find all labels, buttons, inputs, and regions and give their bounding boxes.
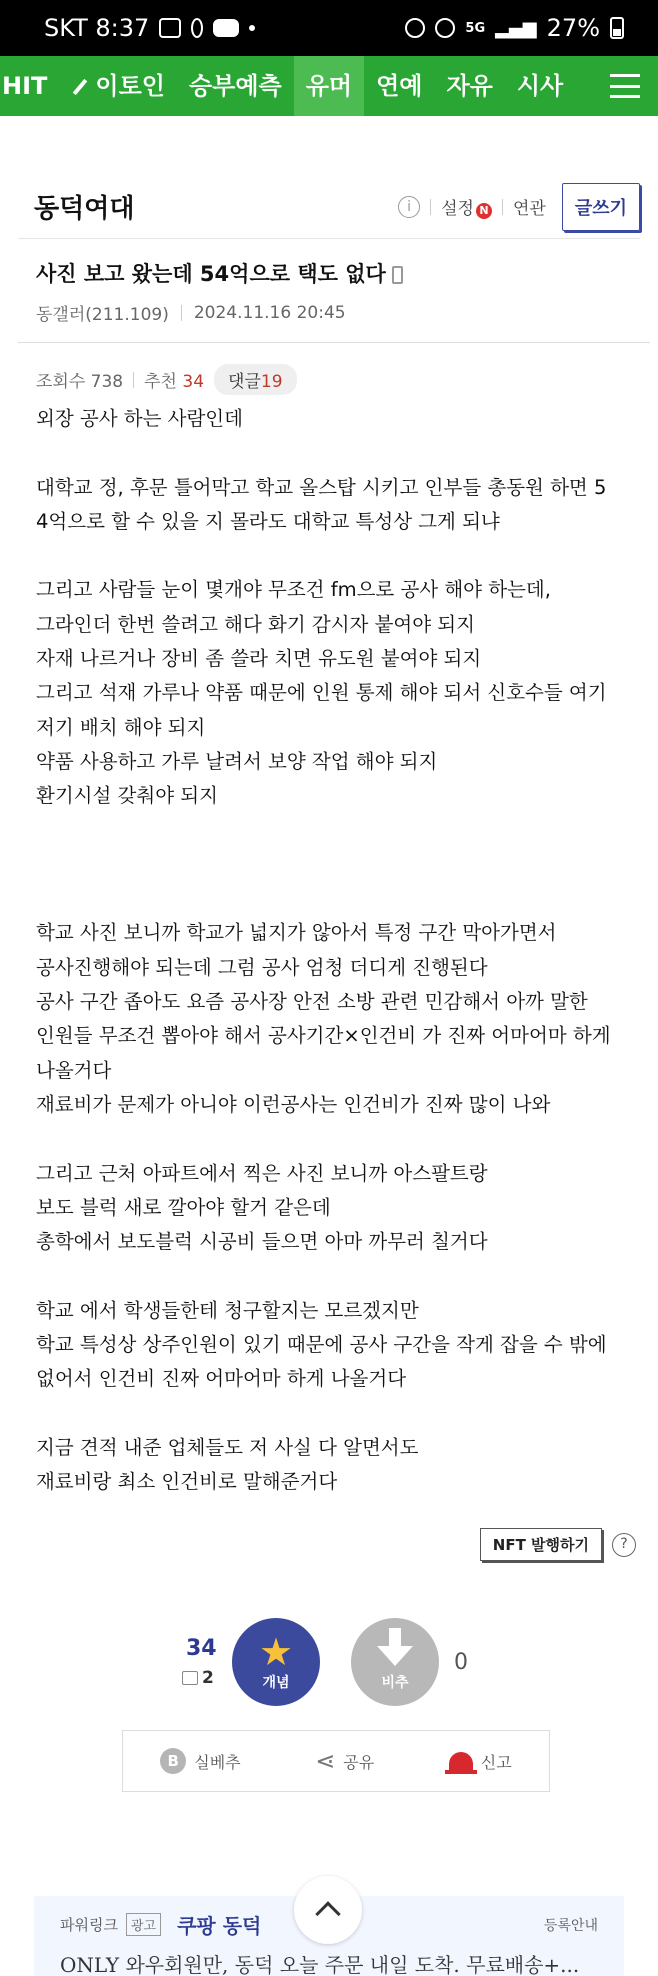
- share-icon: ⋖: [315, 1747, 336, 1775]
- new-badge: N: [476, 203, 492, 219]
- share-button[interactable]: [315, 1747, 374, 1775]
- gallery-header: [18, 175, 640, 239]
- nav-item-humor[interactable]: 유머: [294, 56, 364, 116]
- fixed-upvote-count: [182, 1668, 214, 1688]
- body-line: [36, 1259, 636, 1293]
- arrow-down-icon: [377, 1646, 413, 1666]
- body-line: 대학교 정, 후문 틀어막고 학교 올스탑 시키고 인부들 총동원 하면 5: [36, 475, 607, 499]
- ad-description[interactable]: ONLY 와우회원만, 동덕 오늘 주문 내일 도착. 무료배송+...: [60, 1953, 580, 1976]
- nft-row: [480, 1528, 636, 1561]
- nav-item-entertainment[interactable]: 연예: [376, 72, 423, 100]
- best-icon: B: [160, 1748, 186, 1774]
- body-line: [36, 436, 636, 470]
- menu-icon[interactable]: [610, 74, 640, 98]
- recommend-label: 추천: [144, 372, 177, 392]
- body-line: 재료비가 문제가 아니야 이런공사는 인건비가 진짜 많이 나와: [36, 1092, 551, 1116]
- status-left: [44, 14, 255, 42]
- body-line: 없어서 인건비 진짜 어마어마 하게 나올거다: [36, 1367, 407, 1391]
- report-label: 신고: [480, 1752, 512, 1772]
- battery-icon: [610, 17, 624, 39]
- status-right: [405, 14, 624, 42]
- body-line: 약품 사용하고 가루 날려서 보양 작업 해야 되지: [36, 749, 438, 773]
- body-line: 외장 공사 하는 사람인데: [36, 407, 243, 430]
- settings-label: 설정: [441, 199, 474, 219]
- upvote-button[interactable]: [232, 1618, 320, 1706]
- body-line: 인원들 무조건 뽑아야 해서 공사기간×인건비 가 진짜 어마어마 하게: [36, 1024, 611, 1048]
- body-line: 학교 에서 학생들한테 청구할지는 모르겠지만: [36, 1298, 419, 1322]
- post-stats: [36, 364, 297, 395]
- nav-item-etoin-label: 이토인: [95, 72, 165, 100]
- chevron-up-icon: [315, 1901, 340, 1926]
- divider: [133, 372, 134, 388]
- gallery-tools: [398, 183, 640, 231]
- comment-label: 댓글: [228, 372, 261, 392]
- body-line: 그라인더 한번 쓸려고 해다 화기 감시자 붙여야 되지: [36, 612, 475, 636]
- body-line: 나올거다: [36, 1058, 112, 1082]
- star-icon: ★: [258, 1630, 294, 1674]
- body-line: 저기 배치 해야 되지: [36, 715, 206, 739]
- nft-button[interactable]: NFT 발행하기: [480, 1528, 602, 1561]
- upvote-count: 34: [186, 1636, 217, 1661]
- post-title: [36, 258, 626, 288]
- body-line: 보도 블럭 새로 깔아야 할거 같은데: [36, 1195, 331, 1219]
- body-line: 총학에서 보도블럭 시공비 들으면 아마 까무러 칠거다: [36, 1230, 488, 1254]
- body-line: 4억으로 할 수 있을 지 몰라도 대학교 특성상 그게 되냐: [36, 509, 500, 533]
- info-icon[interactable]: i: [398, 196, 420, 218]
- settings-link[interactable]: [441, 194, 492, 219]
- ad-tag: 광고: [126, 1913, 161, 1936]
- carrier-time: SKT 8:37: [44, 14, 150, 42]
- header-divider: [18, 342, 650, 343]
- body-line: 그리고 사람들 눈이 몇개야 무조건 fm으로 공사 해야 하는데,: [36, 578, 551, 602]
- write-button[interactable]: 글쓰기: [562, 183, 640, 231]
- post-actions: [122, 1730, 550, 1792]
- ad-register-link[interactable]: 등록안내: [543, 1917, 598, 1934]
- help-icon[interactable]: ?: [612, 1533, 636, 1557]
- nav-item-hit[interactable]: HIT: [2, 72, 48, 100]
- upvote-label: 개념: [262, 1675, 290, 1691]
- silbe-label: 실베추: [194, 1752, 241, 1772]
- report-button[interactable]: [449, 1750, 512, 1773]
- mobile-icon: [392, 266, 403, 284]
- recommend-count: [144, 367, 204, 392]
- youtube-notification-icon: [213, 19, 239, 37]
- post-title-text: 사진 보고 왔는데 54억으로 택도 없다: [36, 262, 386, 286]
- pencil-icon: [73, 79, 88, 95]
- view-count: 조회수 738: [36, 372, 124, 392]
- post-author[interactable]: 동갤러(211.109): [36, 305, 169, 325]
- recommend-value: 34: [182, 372, 205, 392]
- nav-item-free[interactable]: 자유: [446, 72, 493, 100]
- downvote-button[interactable]: [351, 1618, 439, 1706]
- battery-label: 27%: [546, 14, 600, 42]
- body-line: [36, 1397, 636, 1431]
- alarm-icon: [405, 18, 425, 38]
- vote-area: [0, 1618, 658, 1710]
- comment-value: 19: [260, 372, 283, 392]
- related-link[interactable]: 연관: [512, 199, 546, 219]
- body-line: 공사 구간 좁아도 요즘 공사장 안전 소방 관련 민감해서 아까 말한: [36, 990, 588, 1014]
- divider: [430, 199, 431, 215]
- nav-item-predict[interactable]: 승부예측: [188, 72, 282, 100]
- post-date: 2024.11.16 20:45: [193, 302, 346, 323]
- body-line: 그리고 석재 가루나 약품 때문에 인원 통제 해야 되서 신호수들 여기: [36, 681, 607, 705]
- post-meta: [36, 300, 346, 325]
- divider: [181, 305, 182, 321]
- category-nav: [0, 56, 658, 116]
- ad-brand[interactable]: 쿠팡 동덕: [177, 1914, 262, 1938]
- more-notifications-icon: [249, 25, 255, 31]
- silbe-button[interactable]: [160, 1748, 240, 1774]
- divider: [502, 199, 503, 215]
- fixed-upvote-value: 2: [202, 1668, 214, 1688]
- body-line: 지금 견적 내준 업체들도 저 사실 다 알면서도: [36, 1435, 419, 1459]
- nav-item-current[interactable]: 시사: [516, 72, 564, 100]
- body-line: 학교 특성상 상주인원이 있기 때문에 공사 구간을 작게 잡을 수 밖에: [36, 1333, 607, 1357]
- app-notification-icon: [191, 18, 203, 38]
- status-bar: [0, 0, 658, 56]
- clock-icon: [435, 18, 455, 38]
- body-line: 환기시설 갖춰야 되지: [36, 784, 218, 808]
- signal-icon: ▂▄▆: [495, 17, 537, 39]
- downvote-label: 비추: [381, 1675, 409, 1691]
- downvote-count: 0: [454, 1650, 468, 1675]
- body-line: 그리고 근처 아파트에서 찍은 사진 보니까 아스팔트랑: [36, 1161, 488, 1185]
- body-line: [36, 882, 636, 916]
- body-line: [36, 539, 636, 573]
- body-line: [36, 1122, 636, 1156]
- body-line: [36, 814, 636, 848]
- share-label: 공유: [343, 1752, 375, 1772]
- body-line: 학교 사진 보니까 학교가 넓지가 않아서 특정 구간 막아가면서: [36, 921, 557, 945]
- fixed-user-icon: [182, 1671, 198, 1685]
- network-label: 5G: [465, 20, 486, 36]
- body-line: 자재 나르거나 장비 좀 쓸라 치면 유도원 붙여야 되지: [36, 647, 482, 671]
- ad-label: 파워링크: [60, 1916, 118, 1934]
- gallery-title[interactable]: 동덕여대: [34, 194, 135, 224]
- nav-item-etoin[interactable]: [59, 56, 177, 116]
- body-line: 재료비랑 최소 인건비로 말해준거다: [36, 1470, 338, 1494]
- post-body: [36, 402, 636, 1500]
- comment-count-button[interactable]: [214, 364, 297, 395]
- gallery-notification-icon: [159, 18, 181, 38]
- body-line: 공사진행해야 되는데 그럼 공사 엄청 더디게 진행된다: [36, 955, 488, 979]
- body-line: [36, 848, 636, 882]
- scroll-top-button[interactable]: [294, 1876, 362, 1944]
- siren-icon: [449, 1752, 473, 1770]
